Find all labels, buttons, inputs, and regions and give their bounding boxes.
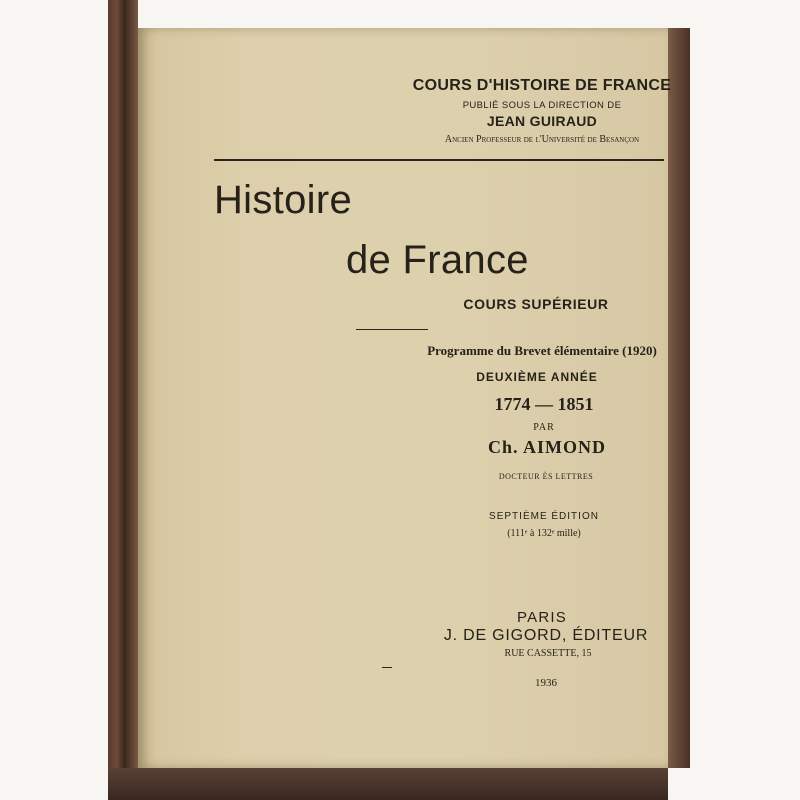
imprint-year: 1936: [535, 677, 557, 689]
author-degree: DOCTEUR ÈS LETTRES: [498, 472, 594, 481]
series-title: COURS D'HISTOIRE DE FRANCE: [412, 77, 672, 94]
by-label: PAR: [533, 422, 555, 433]
imprint-city: PARIS: [517, 609, 567, 626]
book-title-line2: de France: [346, 238, 529, 282]
edition-label: SEPTIÈME ÉDITION: [489, 511, 599, 522]
series-subtitle: PUBLIÉ SOUS LA DIRECTION DE: [462, 100, 622, 111]
title-page: [138, 28, 672, 768]
year-of-study: DEUXIÈME ANNÉE: [476, 370, 598, 384]
series-editor: JEAN GUIRAUD: [486, 113, 598, 129]
series-editor-role: Ancien Professeur de l'Université de Besançon: [444, 134, 640, 145]
book-cover-spine: [108, 0, 138, 800]
imprint-publisher: J. DE GIGORD, ÉDITEUR: [443, 627, 649, 644]
period-dates: 1774 — 1851: [494, 394, 594, 414]
print-run: (111ᵉ à 132ᵉ mille): [507, 528, 581, 539]
imprint-address: RUE CASSETTE, 15: [504, 648, 592, 659]
top-rule-divider: [214, 159, 664, 161]
author-name: Ch. AIMOND: [487, 437, 607, 457]
middle-rule-divider: [356, 329, 428, 330]
book-cover-bottom: [108, 768, 668, 800]
book-title-line1: Histoire: [214, 178, 352, 222]
small-dash-divider: [382, 667, 392, 668]
course-level: COURS SUPÉRIEUR: [463, 296, 609, 312]
program-line: Programme du Brevet élémentaire (1920): [427, 343, 657, 358]
